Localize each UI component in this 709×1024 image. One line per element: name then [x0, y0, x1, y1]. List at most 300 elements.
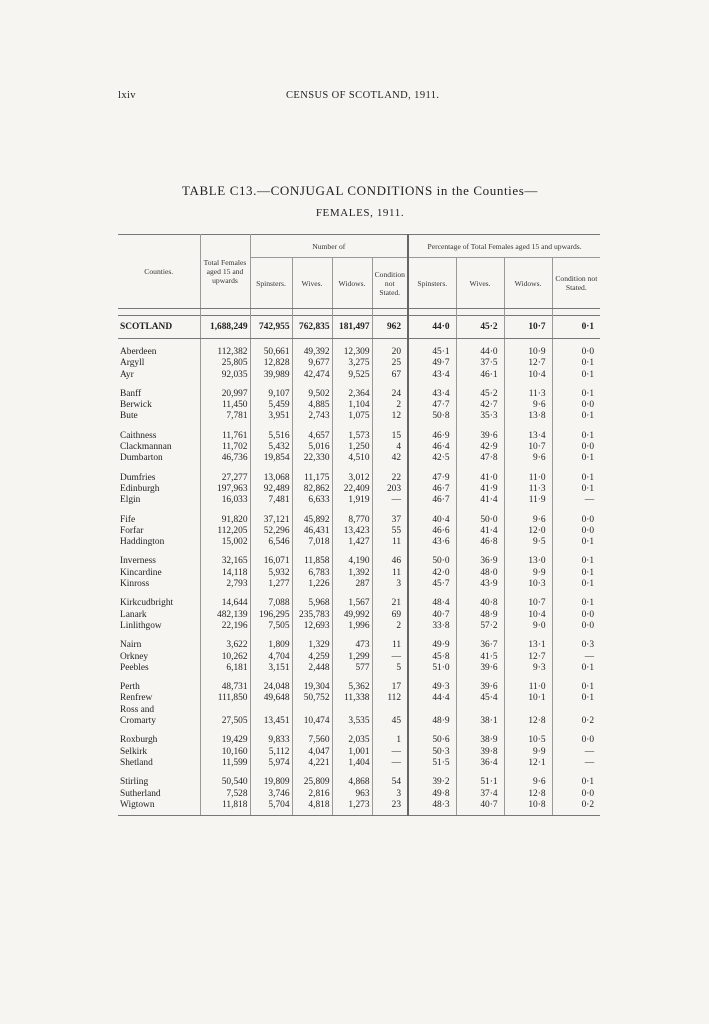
widows-count: 1,427 [332, 537, 372, 548]
widows-count: 8,770 [332, 515, 372, 526]
table-row [118, 598, 600, 609]
widows-pct: 13·8 [504, 411, 552, 422]
table-row [118, 800, 600, 811]
not-stated-count: 15 [372, 431, 408, 442]
not-stated-count: 5 [372, 663, 408, 674]
total-females: 197,963 [200, 484, 250, 495]
spinsters-count: 19,809 [250, 777, 292, 788]
widows-pct [504, 705, 552, 716]
table-row [118, 358, 600, 369]
wives-pct: 41·9 [456, 484, 504, 495]
wives-count: 50,752 [292, 693, 332, 704]
not-stated-count: 21 [372, 598, 408, 609]
wives-count: 1,329 [292, 640, 332, 651]
widows-pct: 9·6 [504, 515, 552, 526]
table-row [118, 537, 600, 548]
widows-pct: 12·1 [504, 758, 552, 769]
not-stated-count: 24 [372, 389, 408, 400]
wives-pct: 41·0 [456, 473, 504, 484]
wives-count: 45,892 [292, 515, 332, 526]
widows-count: 13,423 [332, 526, 372, 537]
widows-pct: 12·7 [504, 652, 552, 663]
table-row [118, 431, 600, 442]
county-name: Clackmannan [120, 442, 172, 453]
spinsters-pct: 49·9 [408, 640, 456, 651]
not-stated-pct [552, 705, 600, 716]
not-stated-pct: 0·1 [552, 411, 600, 422]
spinsters-count: 9,833 [250, 735, 292, 746]
wives-count: 11,858 [292, 556, 332, 567]
not-stated-count: 45 [372, 716, 408, 727]
widows-pct: 9·9 [504, 747, 552, 758]
spinsters-pct: 43·6 [408, 537, 456, 548]
wives-pct: 40·8 [456, 598, 504, 609]
spinsters-count: 5,704 [250, 800, 292, 811]
page-number: lxiv [118, 90, 136, 101]
spinsters-pct: 48·3 [408, 800, 456, 811]
spinsters-count: 12,828 [250, 358, 292, 369]
county-name: Kincardine [120, 567, 162, 578]
wives-count: 6,633 [292, 495, 332, 506]
wives-pct: 48·9 [456, 610, 504, 621]
not-stated-pct: — [552, 495, 600, 506]
spinsters-count: 5,432 [250, 442, 292, 453]
widows-pct: 9·0 [504, 621, 552, 632]
total-females [200, 705, 250, 716]
wives-pct: 40·7 [456, 800, 504, 811]
total-females: 112,205 [200, 526, 250, 537]
total-females: 11,599 [200, 758, 250, 769]
not-stated-count: 69 [372, 610, 408, 621]
spinsters-pct: 49·8 [408, 789, 456, 800]
col-header-percentage-of: Percentage of Total Females aged 15 and upwards. [408, 235, 600, 258]
widows-pct: 9·9 [504, 568, 552, 579]
total-females: 7,528 [200, 789, 250, 800]
not-stated-count: 112 [372, 693, 408, 704]
spinsters-pct: 46·7 [408, 495, 456, 506]
widows-count: 3,275 [332, 358, 372, 369]
not-stated-count: 12 [372, 411, 408, 422]
total-females: 48,731 [200, 682, 250, 693]
wives-pct: 38·1 [456, 716, 504, 727]
wives-pct: 47·8 [456, 453, 504, 464]
widows-pct: 9·5 [504, 537, 552, 548]
spinsters-pct [408, 705, 456, 716]
total-females: 27,277 [200, 473, 250, 484]
spinsters-count: 3,951 [250, 411, 292, 422]
wives-pct: 46·8 [456, 537, 504, 548]
total-females: 482,139 [200, 610, 250, 621]
widows-count: 577 [332, 663, 372, 674]
spinsters-count: 52,296 [250, 526, 292, 537]
widows-pct: 10·8 [504, 800, 552, 811]
wives-pct: 57·2 [456, 621, 504, 632]
widows-count: 1,404 [332, 758, 372, 769]
not-stated-count: 42 [372, 453, 408, 464]
not-stated-count: 22 [372, 473, 408, 484]
wives-count: 9,502 [292, 389, 332, 400]
wives-pct: 43·9 [456, 579, 504, 590]
wives-pct: 38·9 [456, 735, 504, 746]
widows-pct: 10·9 [504, 347, 552, 358]
wives-pct: 44·0 [456, 347, 504, 358]
wives-pct: 45·2 [456, 389, 504, 400]
col-header-number-of: Number of [250, 235, 408, 258]
table-row [118, 777, 600, 788]
not-stated-count: 11 [372, 568, 408, 579]
county-name: Inverness [120, 556, 156, 567]
table-row [118, 693, 600, 704]
wives-pct: 39·8 [456, 747, 504, 758]
total-females: 25,805 [200, 358, 250, 369]
table-row [118, 682, 600, 693]
total-females: 11,818 [200, 800, 250, 811]
table-row [118, 411, 600, 422]
wives-count: 4,657 [292, 431, 332, 442]
wives-pct: 36·9 [456, 556, 504, 567]
spinsters-count: 3,746 [250, 789, 292, 800]
spinsters-pct: 50·0 [408, 556, 456, 567]
wives-pct: 37·4 [456, 789, 504, 800]
spinsters-count: 5,516 [250, 431, 292, 442]
not-stated-pct: 0·3 [552, 640, 600, 651]
not-stated-pct: 0·1 [552, 777, 600, 788]
widows-pct: 10·5 [504, 735, 552, 746]
table-row [118, 640, 600, 651]
widows-pct: 11·3 [504, 484, 552, 495]
wives-count: 10,474 [292, 716, 332, 727]
widows-count: 2,035 [332, 735, 372, 746]
county-name: Sutherland [120, 788, 161, 799]
not-stated-count: 2 [372, 400, 408, 411]
spinsters-count: 19,854 [250, 453, 292, 464]
not-stated-count: 25 [372, 358, 408, 369]
widows-pct: 9·6 [504, 453, 552, 464]
wives-count: 2,743 [292, 411, 332, 422]
not-stated-count: 11 [372, 537, 408, 548]
not-stated-pct: — [552, 758, 600, 769]
spinsters-count: 5,459 [250, 400, 292, 411]
spinsters-pct: 48·9 [408, 716, 456, 727]
spinsters-count [250, 705, 292, 716]
total-females: 2,793 [200, 579, 250, 590]
not-stated-count: 17 [372, 682, 408, 693]
spinsters-count: 4,704 [250, 652, 292, 663]
not-stated-pct: 0·1 [552, 682, 600, 693]
spinsters-count: 7,088 [250, 598, 292, 609]
total-females: 111,850 [200, 693, 250, 704]
wives-pct: 41·4 [456, 495, 504, 506]
widows-pct: 9·3 [504, 663, 552, 674]
spinsters-count: 13,068 [250, 473, 292, 484]
table-row [118, 495, 600, 506]
table-row [118, 652, 600, 663]
spinsters-count: 6,546 [250, 537, 292, 548]
spinsters-count: 50,661 [250, 347, 292, 358]
widows-pct: 13·1 [504, 640, 552, 651]
spinsters-pct: 50·3 [408, 747, 456, 758]
not-stated-count: 3 [372, 579, 408, 590]
county-name: Caithness [120, 430, 157, 441]
widows-count: 1,104 [332, 400, 372, 411]
table-title [110, 180, 610, 224]
total-females: 112,382 [200, 347, 250, 358]
widows-pct: 12·0 [504, 526, 552, 537]
spinsters-count: 7,505 [250, 621, 292, 632]
total-females: 19,429 [200, 735, 250, 746]
not-stated-count: — [372, 495, 408, 506]
spinsters-pct: 43·4 [408, 389, 456, 400]
wives-count: 4,818 [292, 800, 332, 811]
spinsters-pct: 39·2 [408, 777, 456, 788]
table-title-line2: FEMALES, 1911. [315, 207, 405, 219]
total-females: 14,118 [200, 568, 250, 579]
not-stated-pct: — [552, 652, 600, 663]
county-name: Peebles [120, 662, 149, 673]
county-name: Edinburgh [120, 483, 160, 494]
total-females: 46,736 [200, 453, 250, 464]
spinsters-pct: 43·4 [408, 370, 456, 381]
wives-pct: 41·4 [456, 526, 504, 537]
table-row [118, 579, 600, 590]
table-row [118, 515, 600, 526]
not-stated-pct: 0·1 [552, 598, 600, 609]
total-females: 22,196 [200, 621, 250, 632]
table-row [118, 621, 600, 632]
wives-count: 762,835 [292, 316, 332, 339]
widows-pct: 10·7 [504, 442, 552, 453]
spinsters-pct: 49·7 [408, 358, 456, 369]
spinsters-pct: 47·9 [408, 473, 456, 484]
county-name: Nairn [120, 640, 142, 651]
spinsters-count: 3,151 [250, 663, 292, 674]
county-name: Shetland [120, 757, 153, 768]
spinsters-pct: 44·0 [408, 316, 456, 339]
spinsters-count: 16,071 [250, 556, 292, 567]
widows-count: 11,338 [332, 693, 372, 704]
col-header-counties: Counties. [118, 235, 200, 309]
not-stated-count: 203 [372, 484, 408, 495]
wives-count: 49,392 [292, 347, 332, 358]
wives-count: 6,783 [292, 568, 332, 579]
wives-count: 4,885 [292, 400, 332, 411]
col-header-widows: Widows. [332, 258, 372, 309]
widows-pct: 10·7 [504, 316, 552, 339]
total-females: 11,702 [200, 442, 250, 453]
spinsters-count: 5,974 [250, 758, 292, 769]
not-stated-count: 11 [372, 640, 408, 651]
not-stated-pct: 0·0 [552, 735, 600, 746]
spinsters-pct: 40·4 [408, 515, 456, 526]
not-stated-count: 67 [372, 370, 408, 381]
widows-pct: 10·1 [504, 693, 552, 704]
spinsters-count: 742,955 [250, 316, 292, 339]
wives-pct: 41·5 [456, 652, 504, 663]
table-row [118, 758, 600, 769]
widows-pct: 9·6 [504, 400, 552, 411]
total-females: 7,781 [200, 411, 250, 422]
wives-pct: 35·3 [456, 411, 504, 422]
spinsters-pct: 46·6 [408, 526, 456, 537]
not-stated-pct: — [552, 747, 600, 758]
spinsters-count: 39,989 [250, 370, 292, 381]
spinsters-pct: 50·6 [408, 735, 456, 746]
widows-count: 22,409 [332, 484, 372, 495]
spinsters-count: 37,121 [250, 515, 292, 526]
wives-pct: 42·7 [456, 400, 504, 411]
not-stated-count: — [372, 747, 408, 758]
county-name: Haddington [120, 537, 165, 548]
wives-pct: 36·7 [456, 640, 504, 651]
wives-count: 235,783 [292, 610, 332, 621]
wives-count: 12,693 [292, 621, 332, 632]
not-stated-count: — [372, 652, 408, 663]
wives-count: 4,047 [292, 747, 332, 758]
not-stated-pct: 0·0 [552, 789, 600, 800]
wives-count: 19,304 [292, 682, 332, 693]
not-stated-pct: 0·0 [552, 621, 600, 632]
widows-count: 963 [332, 789, 372, 800]
running-title: CENSUS OF SCOTLAND, 1911. [286, 90, 440, 101]
wives-count: 11,175 [292, 473, 332, 484]
wives-count: 5,968 [292, 598, 332, 609]
county-name: Ross and [120, 704, 155, 715]
spinsters-pct: 45·7 [408, 579, 456, 590]
county-name: Orkney [120, 651, 149, 662]
spinsters-pct: 51·0 [408, 663, 456, 674]
widows-count: 12,309 [332, 347, 372, 358]
county-name: Berwick [120, 400, 152, 411]
table-row [118, 747, 600, 758]
table-row [118, 526, 600, 537]
total-row-scotland [118, 316, 600, 339]
county-name: SCOTLAND [118, 316, 200, 339]
total-females: 92,035 [200, 370, 250, 381]
total-females: 16,033 [200, 495, 250, 506]
wives-count: 82,862 [292, 484, 332, 495]
spinsters-count: 49,648 [250, 693, 292, 704]
spinsters-count: 92,489 [250, 484, 292, 495]
widows-count: 1,573 [332, 431, 372, 442]
total-females: 10,262 [200, 652, 250, 663]
spinsters-pct: 46·9 [408, 431, 456, 442]
spinsters-pct: 44·4 [408, 693, 456, 704]
table-row [118, 484, 600, 495]
county-name: Dumbarton [120, 453, 163, 464]
table-row [118, 556, 600, 567]
spinsters-pct: 40·7 [408, 610, 456, 621]
wives-pct [456, 705, 504, 716]
county-name: Dumfries [120, 472, 156, 483]
spinsters-pct: 45·8 [408, 652, 456, 663]
not-stated-pct: 0·0 [552, 442, 600, 453]
spinsters-count: 7,481 [250, 495, 292, 506]
not-stated-pct: 0·1 [552, 316, 600, 339]
table-title-line1: TABLE C13.—CONJUGAL CONDITIONS in the Counties— [182, 183, 538, 198]
not-stated-pct: 0·2 [552, 800, 600, 811]
table-body [118, 309, 600, 816]
widows-count: 1,299 [332, 652, 372, 663]
col-header-spinsters: Spinsters. [250, 258, 292, 309]
total-females: 27,505 [200, 716, 250, 727]
county-name: Cromarty [120, 716, 156, 727]
wives-count: 5,016 [292, 442, 332, 453]
county-name: Bute [120, 411, 138, 422]
spinsters-count: 196,295 [250, 610, 292, 621]
widows-pct: 12·8 [504, 789, 552, 800]
county-name: Selkirk [120, 746, 148, 757]
county-name: Kirkcudbright [120, 598, 174, 609]
table-row [118, 789, 600, 800]
wives-pct: 37·5 [456, 358, 504, 369]
wives-pct: 51·1 [456, 777, 504, 788]
not-stated-pct: 0·0 [552, 610, 600, 621]
wives-count: 7,560 [292, 735, 332, 746]
not-stated-count: 3 [372, 789, 408, 800]
spinsters-count: 5,932 [250, 568, 292, 579]
col-header-pct-wives: Wives. [456, 258, 504, 309]
wives-pct: 45·2 [456, 316, 504, 339]
not-stated-count: 54 [372, 777, 408, 788]
total-females: 50,540 [200, 777, 250, 788]
col-header-pct-widows: Widows. [504, 258, 552, 309]
total-females: 3,622 [200, 640, 250, 651]
wives-count: 46,431 [292, 526, 332, 537]
spinsters-count: 9,107 [250, 389, 292, 400]
not-stated-pct: 0·0 [552, 515, 600, 526]
spinsters-count: 24,048 [250, 682, 292, 693]
wives-count: 42,474 [292, 370, 332, 381]
county-name: Roxburgh [120, 735, 158, 746]
not-stated-count: 55 [372, 526, 408, 537]
table-row [118, 400, 600, 411]
spinsters-count: 1,277 [250, 579, 292, 590]
table-row [118, 370, 600, 381]
total-females: 91,820 [200, 515, 250, 526]
total-females: 11,761 [200, 431, 250, 442]
spinsters-count: 1,809 [250, 640, 292, 651]
wives-pct: 45·4 [456, 693, 504, 704]
county-name: Lanark [120, 609, 147, 620]
widows-count: 4,510 [332, 453, 372, 464]
county-name: Argyll [120, 358, 145, 369]
spinsters-pct: 48·4 [408, 598, 456, 609]
table-row [118, 568, 600, 579]
wives-pct: 46·1 [456, 370, 504, 381]
widows-count: 5,362 [332, 682, 372, 693]
not-stated-count: 20 [372, 347, 408, 358]
widows-count: 49,992 [332, 610, 372, 621]
not-stated-pct: 0·1 [552, 453, 600, 464]
table-row [118, 610, 600, 621]
table-row [118, 453, 600, 464]
widows-count: 1,273 [332, 800, 372, 811]
wives-pct: 50·0 [456, 515, 504, 526]
county-name: Linlithgow [120, 620, 162, 631]
total-females: 11,450 [200, 400, 250, 411]
widows-pct: 11·0 [504, 682, 552, 693]
total-females: 6,181 [200, 663, 250, 674]
not-stated-pct: 0·0 [552, 347, 600, 358]
widows-pct: 12·7 [504, 358, 552, 369]
not-stated-count: 962 [372, 316, 408, 339]
spinsters-pct: 42·5 [408, 453, 456, 464]
not-stated-count: 46 [372, 556, 408, 567]
spinsters-pct: 51·5 [408, 758, 456, 769]
not-stated-count: 23 [372, 800, 408, 811]
total-females: 14,644 [200, 598, 250, 609]
county-name: Elgin [120, 495, 141, 506]
